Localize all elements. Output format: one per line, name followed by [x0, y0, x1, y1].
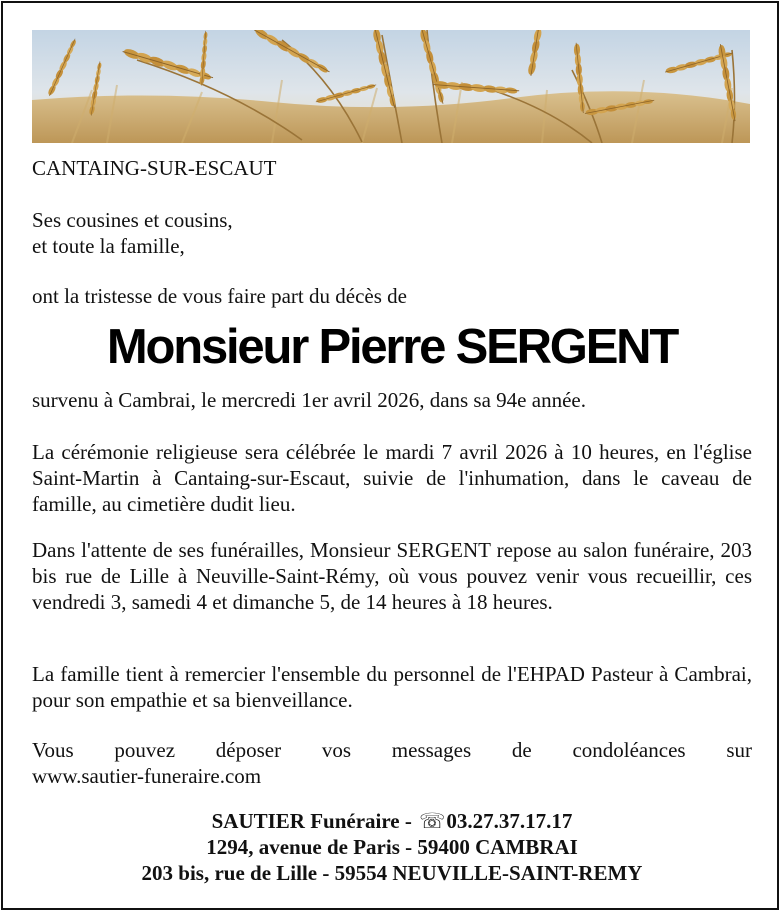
phone-icon: ☏ — [419, 809, 446, 833]
condolences-website-link[interactable]: www.sautier-funeraire.com — [32, 764, 262, 788]
death-details: survenu à Cambrai, le mercredi 1er avril 2026, dans sa 94e année. — [32, 388, 586, 412]
town-heading: CANTAING-SUR-ESCAUT — [32, 156, 277, 180]
family-line-1: Ses cousines et cousins, — [32, 208, 233, 232]
condolences-line: Vous pouvez déposer vos messages de condoléances sur — [32, 738, 752, 762]
family-announcers — [32, 207, 752, 259]
phone-number[interactable]: 03.27.37.17.17 — [446, 809, 573, 833]
family-line-2: et toute la famille, — [32, 234, 185, 258]
company-name: SAUTIER Funéraire - — [211, 809, 418, 833]
company-address-2: 203 bis, rue de Lille - 59554 NEUVILLE-SAINT-REMY — [141, 861, 643, 885]
company-contact-line — [32, 808, 752, 834]
wheat-field-banner-image — [32, 30, 750, 143]
announcement-text: ont la tristesse de vous faire part du décès de — [32, 284, 407, 308]
ceremony-details: La cérémonie religieuse sera célébrée le mardi 7 avril 2026 à 10 heures, en l'église Saint-Martin à Cantaing-sur-Escaut, suivie de l'inhumation, dans le caveau de famille, au cimetière dudit lieu. — [32, 440, 752, 516]
deceased-name: Monsieur Pierre SERGENT — [106, 320, 678, 374]
thanks-message: La famille tient à remercier l'ensemble du personnel de l'EHPAD Pasteur à Cambrai, pour son empathie et sa bienveillance. — [32, 662, 752, 712]
funeral-home-details: Dans l'attente de ses funérailles, Monsieur SERGENT repose au salon funéraire, 203 bis rue de Lille à Neuville-Saint-Rémy, où vous pouvez venir vous recueillir, ces vendredi 3, samedi 4 et dimanche 5, de 14 heures à 18 heures. — [32, 538, 752, 614]
condolences-message — [32, 737, 752, 789]
funeral-director-footer — [32, 808, 752, 886]
company-address-1: 1294, avenue de Paris - 59400 CAMBRAI — [206, 835, 578, 859]
